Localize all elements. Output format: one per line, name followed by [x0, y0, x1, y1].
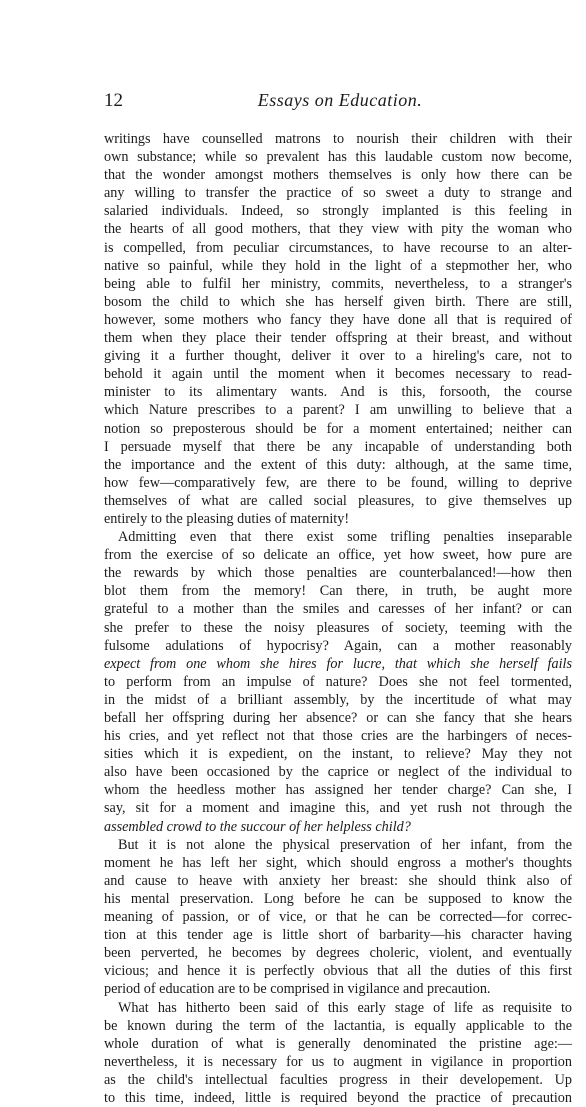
text-line: the rewards by which those penalties are counterbalanced!—how then [104, 565, 572, 582]
text-line: be known during the term of the lactantia, is equally applicable to the [104, 1017, 572, 1034]
text-line: being able to fulfil her ministry, commits, nevertheless, to a stranger's [104, 275, 572, 292]
text-line: also have been occasioned by the caprice or neglect of the individual to [104, 764, 572, 781]
text-line: notion so preposterous should be for a moment entertained; neither can [104, 420, 572, 437]
text-line: expect from one whom she hires for lucre, that which she herself fails [104, 655, 572, 672]
text-line: which Nature prescribes to a parent? I am unwilling to believe that a [104, 402, 572, 419]
text-line: tion at this tender age is little short of barbarity—his character having [104, 927, 572, 944]
text-line: minister to its alimentary wants. And is this, forsooth, the course [104, 384, 572, 401]
text-line: vicious; and hence it is perfectly obvious that all the duties of this first [104, 963, 572, 980]
page-header [104, 90, 576, 116]
text-line: been perverted, he becomes by degrees choleric, violent, and eventually [104, 945, 572, 962]
text-line: moment he has left her sight, which should engross a mother's thoughts [104, 854, 572, 871]
text-line: whom the heedless mother has assigned her tender charge? Can she, I [104, 782, 572, 799]
text-line: to perform from an impulse of nature? Does she not feel tormented, [104, 673, 572, 690]
text-line: blot them from the memory! Can there, in truth, be aught more [104, 583, 572, 600]
text-line: bosom the child to which she has herself given birth. There are still, [104, 293, 572, 310]
running-title: Essays on Education. [257, 90, 423, 110]
text-line: the hearts of all good mothers, that they view with pity the woman who [104, 221, 572, 238]
text-line: fulsome adulations of hypocrisy? Again, can a mother reasonably [104, 637, 572, 654]
text-line: behold it again until the moment when it becomes necessary to read- [104, 366, 572, 383]
text-line: meaning of passion, or of vice, or that he can be corrected—for correc- [104, 909, 572, 926]
text-line: period of education are to be comprised in vigilance and precaution. [104, 981, 491, 998]
text-line: I persuade myself that there be any incapable of understanding both [104, 438, 572, 455]
text-line: writings have counselled matrons to nourish their children with their [104, 131, 572, 147]
text-line: grateful to a mother than the smiles and caresses of her infant? or can [104, 601, 572, 618]
text-line: entirely to the pleasing duties of maternity! [104, 510, 350, 527]
text-line: What has hitherto been said of this early stage of life as requisite to [118, 999, 572, 1016]
text-line: and cause to heave with anxiety her breast: she should think also of [104, 872, 572, 889]
body-text [104, 130, 572, 1107]
text-line: sities which it is expedient, on the instant, to relieve? May they not [104, 746, 572, 763]
text-line: salaried individuals. Indeed, so strongly implanted is this feeling in [104, 203, 572, 220]
text-line: his cries, and yet reflect not that those cries are the harbingers of neces- [104, 728, 572, 745]
text-line: as the child's intellectual faculties progress in their developement. Up [104, 1071, 572, 1088]
text-line: nevertheless, it is necessary for us to augment in vigilance in proportion [104, 1053, 572, 1070]
text-line: Admitting even that there exist some trifling penalties inseparable [118, 529, 572, 546]
text-line: any willing to transfer the practice of so sweet a duty to strange and [104, 185, 572, 202]
text-line: however, some mothers who fancy they have done all that is required of [104, 311, 572, 328]
page-number: 12 [104, 90, 123, 111]
text-line: them when they place their tender offspring at their breast, and without [104, 330, 572, 347]
text-line: in the midst of a brilliant assembly, by the incertitude of what may [104, 691, 572, 708]
text-line: own substance; while so prevalent has this laudable custom now become, [104, 149, 572, 166]
text-line: she prefer to these the noisy pleasures of society, teeming with the [104, 619, 572, 636]
text-line: from the exercise of so delicate an office, yet how sweet, how pure are [104, 547, 572, 564]
text-line: his mental preservation. Long before he can be supposed to know the [104, 890, 572, 907]
text-line: assembled crowd to the succour of her helpless child? [104, 818, 411, 835]
text-line: say, sit for a moment and imagine this, and yet rush not through the [104, 800, 572, 817]
text-line: is compelled, from peculiar circumstances, to have recourse to an alter- [104, 239, 572, 256]
text-line: the importance and the extent of this duty: although, at the same time, [104, 456, 572, 473]
text-line: befall her offspring during her absence? or can she fancy that she hears [104, 710, 572, 726]
text-line: whole duration of what is generally denominated the pristine age:— [104, 1035, 572, 1052]
text-line: that the wonder amongst mothers themselves is only how there can be [104, 167, 572, 184]
text-line: But it is not alone the physical preservation of her infant, from the [118, 836, 572, 853]
text-line: to this time, indeed, little is required beyond the practice of precaution [104, 1089, 572, 1106]
text-line: giving it a further thought, deliver it over to a hireling's care, not to [104, 348, 572, 365]
text-line: native so painful, while they hold in the light of a stepmother her, who [104, 257, 572, 274]
text-line: how few—comparatively few, are there to be found, willing to deprive [104, 474, 572, 491]
text-line: themselves of what are called social pleasures, to give themselves up [104, 492, 572, 509]
